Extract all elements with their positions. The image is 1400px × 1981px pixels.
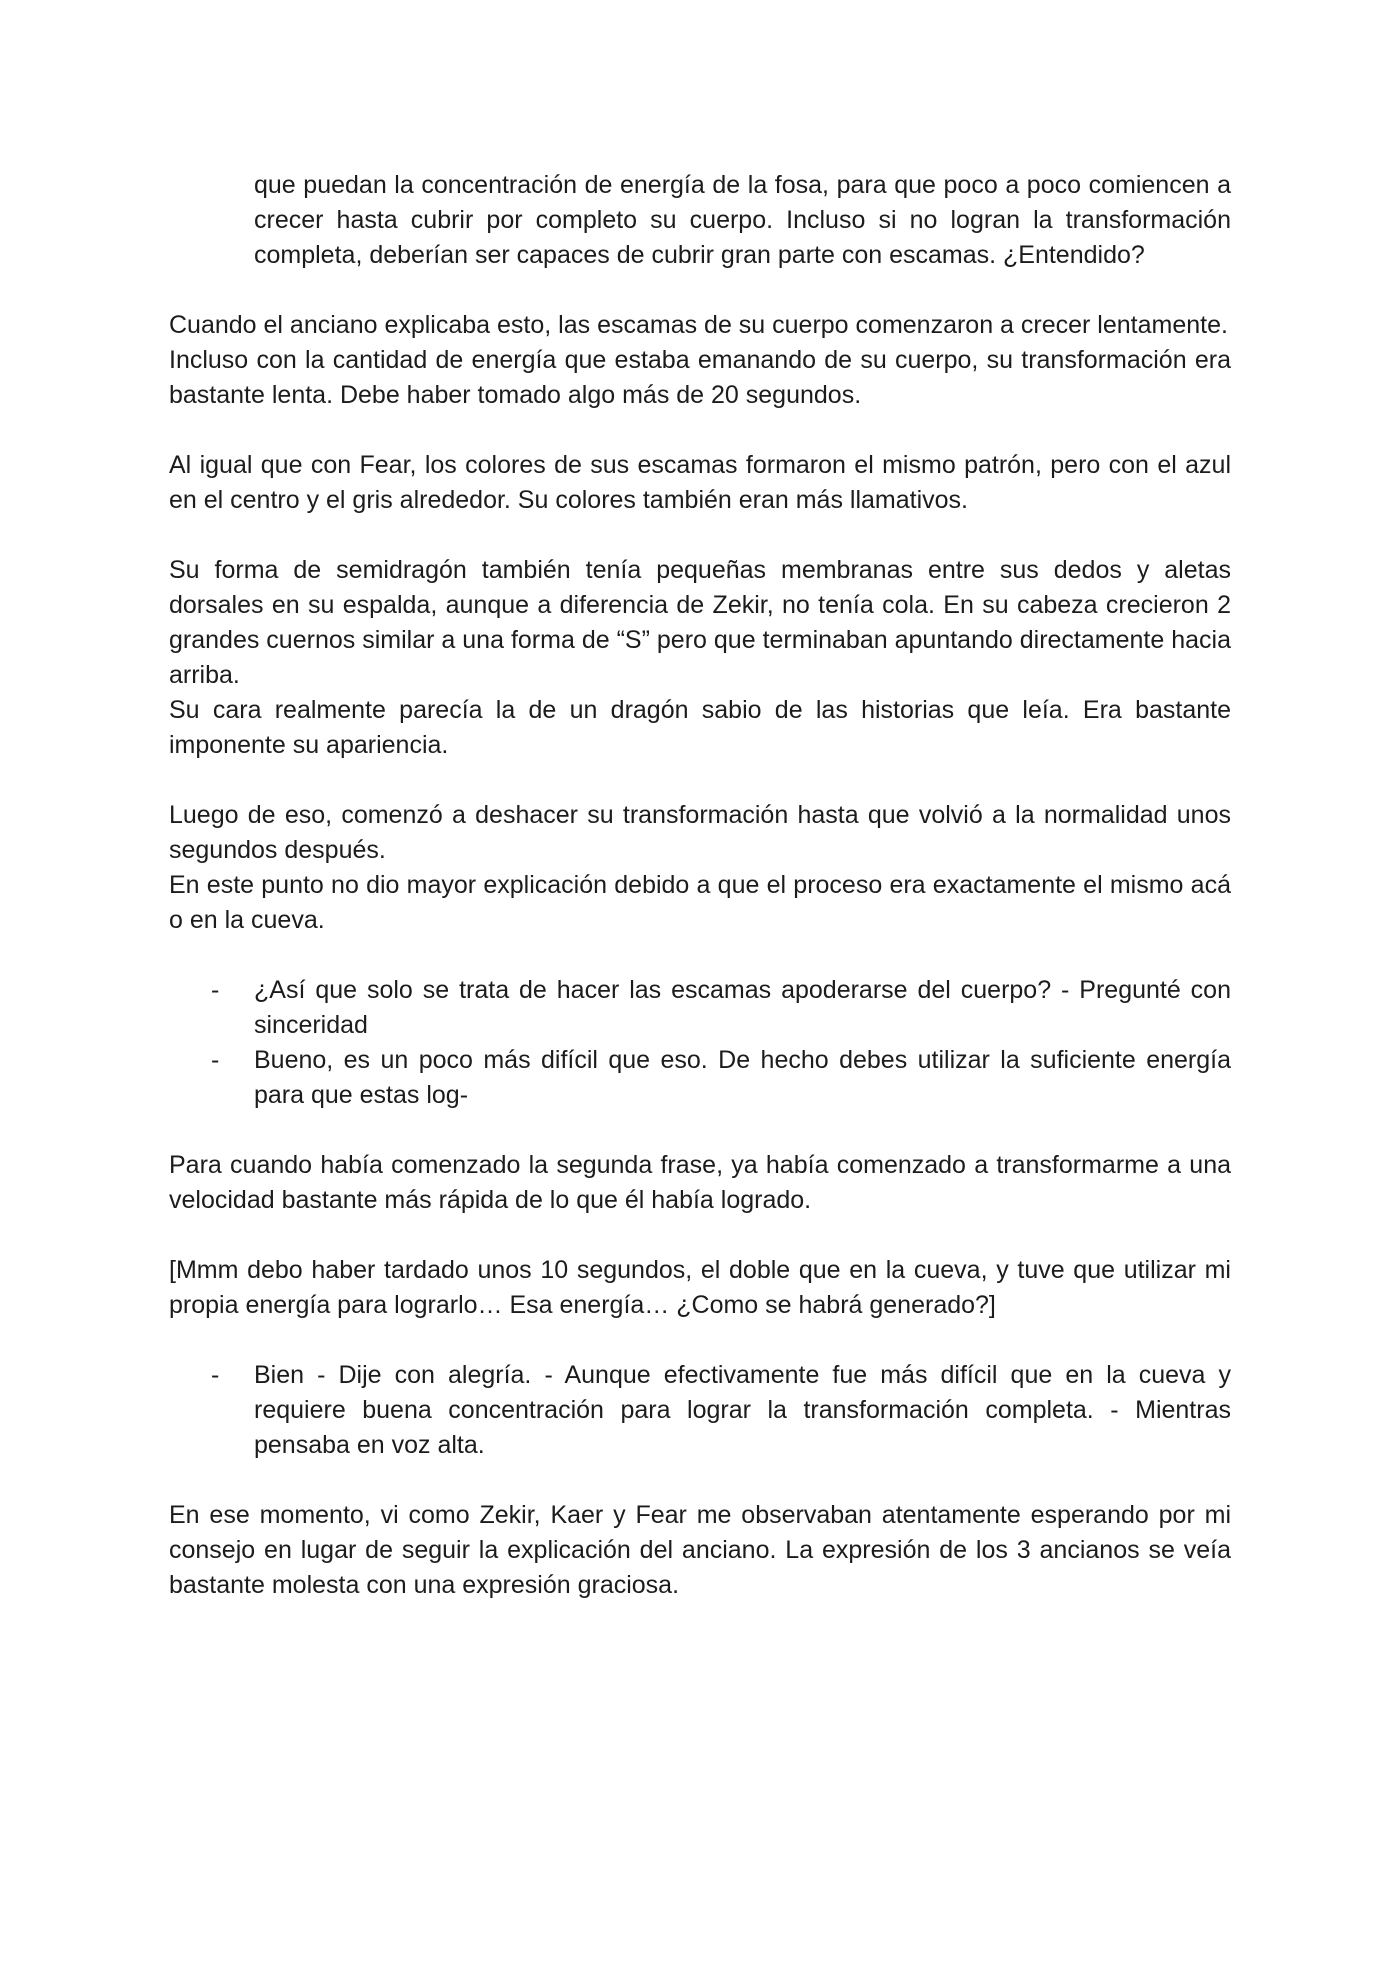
dialogue-line — [169, 1043, 1231, 1113]
dialogue-list — [169, 973, 1231, 1113]
dash-bullet: - — [211, 1361, 220, 1389]
paragraph — [169, 1498, 1231, 1603]
paragraph-thought — [169, 1253, 1231, 1323]
paragraph-line: Su cara realmente parecía la de un dragón sabio de las historias que leía. Era bastante imponente su apariencia. — [169, 696, 1231, 759]
paragraph-line: Al igual que con Fear, los colores de sus escamas formaron el mismo patrón, pero con el azul en el centro y el gris alrededor. Su colores también eran más llamativos. — [169, 451, 1231, 514]
dialogue-list — [169, 1358, 1231, 1463]
paragraph — [169, 553, 1231, 763]
paragraph-line: Su forma de semidragón también tenía pequeñas membranas entre sus dedos y aletas dorsales en su espalda, aunque a diferencia de Zekir, no tenía cola. En su cabeza crecieron 2 grandes cuernos similar a una forma de “S” pero que terminaban apuntando directamente hacia arriba. — [169, 556, 1231, 689]
paragraph-line: Luego de eso, comenzó a deshacer su transformación hasta que volvió a la normalidad unos segundos después. — [169, 801, 1231, 864]
dash-bullet: - — [211, 976, 220, 1004]
dialogue-text: Bueno, es un poco más difícil que eso. De hecho debes utilizar la suficiente energía para que estas log- — [254, 1046, 1231, 1109]
paragraph-line: En este punto no dio mayor explicación debido a que el proceso era exactamente el mismo acá o en la cueva. — [169, 871, 1231, 934]
paragraph-line: En ese momento, vi como Zekir, Kaer y Fear me observaban atentamente esperando por mi consejo en lugar de seguir la explicación del anciano. La expresión de los 3 ancianos se veía bastante molesta con una expresión graciosa. — [169, 1501, 1231, 1599]
paragraph — [169, 798, 1231, 938]
document-body — [169, 168, 1231, 1638]
paragraph — [169, 448, 1231, 518]
paragraph-line: [Mmm debo haber tardado unos 10 segundos, el doble que en la cueva, y tuve que utilizar mi propia energía para lograrlo… Esa energía… ¿Como se habrá generado?] — [169, 1256, 1231, 1319]
paragraph — [169, 1148, 1231, 1218]
paragraph-indented-dialogue — [169, 168, 1231, 273]
paragraph-line: Incluso con la cantidad de energía que estaba emanando de su cuerpo, su transformación era bastante lenta. Debe haber tomado algo más de 20 segundos. — [169, 346, 1231, 409]
paragraph-line: Cuando el anciano explicaba esto, las escamas de su cuerpo comenzaron a crecer lentamente. — [169, 311, 1228, 339]
paragraph — [169, 308, 1231, 413]
dialogue-line — [169, 1358, 1231, 1463]
dialogue-text: ¿Así que solo se trata de hacer las escamas apoderarse del cuerpo? - Pregunté con sinceridad — [254, 976, 1231, 1039]
paragraph-line: que puedan la concentración de energía de la fosa, para que poco a poco comiencen a crecer hasta cubrir por completo su cuerpo. Incluso si no logran la transformación completa, deberían ser capaces de cubrir gran parte con escamas. ¿Entendido? — [254, 171, 1231, 269]
dialogue-line — [169, 973, 1231, 1043]
dash-bullet: - — [211, 1046, 220, 1074]
dialogue-text: Bien - Dije con alegría. - Aunque efectivamente fue más difícil que en la cueva y requiere buena concentración para lograr la transformación completa. - Mientras pensaba en voz alta. — [254, 1361, 1231, 1459]
paragraph-line: Para cuando había comenzado la segunda frase, ya había comenzado a transformarme a una velocidad bastante más rápida de lo que él había logrado. — [169, 1151, 1231, 1214]
